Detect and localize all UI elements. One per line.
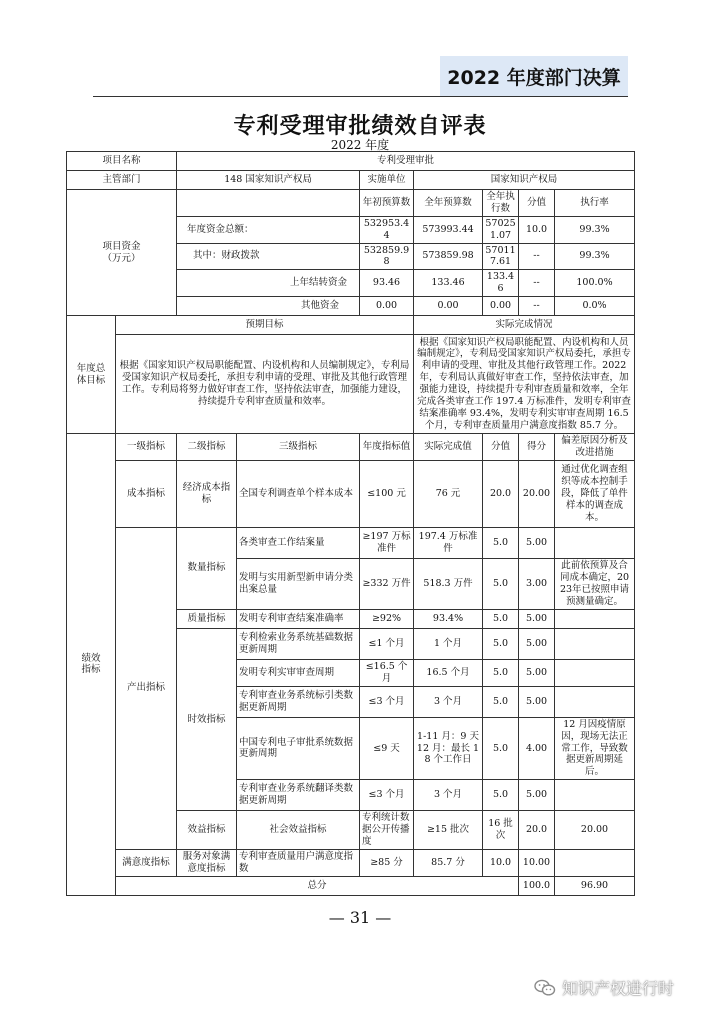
perf-head-cell: 分值	[483, 434, 519, 461]
target-cell: ≤16.5 个月	[360, 659, 414, 686]
total-label: 总分	[116, 876, 519, 895]
funds-cell: 0.00	[414, 297, 483, 316]
l1-satisfaction: 满意度指标	[116, 849, 177, 876]
l3-cell: 专利审查业务系统翻译类数据更新周期	[237, 780, 360, 811]
funds-cell: 93.46	[360, 270, 414, 297]
page-number: — 31 —	[328, 908, 392, 927]
got-cell: 5.00	[519, 659, 555, 686]
report-badge: 2022 年度部门决算	[440, 56, 628, 96]
actual-cell: 3 个月	[414, 686, 483, 717]
funds-row-label: 年度资金总额：	[177, 216, 360, 243]
funds-cell: --	[519, 297, 555, 316]
funds-cell: 532859.98	[360, 243, 414, 270]
l3-cell: 发明专利审查结案准确率	[237, 609, 360, 628]
l3-cell: 专利统计数据公开传播度	[360, 811, 414, 850]
funds-cell: 0.0%	[555, 297, 635, 316]
perf-head-cell: 得分	[519, 434, 555, 461]
actual-cell: 93.4%	[414, 609, 483, 628]
dept-value: 148 国家知识产权局	[177, 171, 360, 190]
score-cell: 5.0	[483, 780, 519, 811]
target-cell: ≥197 万标准件	[360, 527, 414, 558]
got-cell: 4.00	[519, 717, 555, 779]
funds-cell: 570117.61	[483, 243, 519, 270]
impl-label: 实施单位	[360, 171, 414, 190]
note-cell: 此前依预算及合同成本确定，2023年已按照申请预测量确定。	[555, 558, 635, 609]
funds-cell: 570251.07	[483, 216, 519, 243]
actual-cell: 76 元	[414, 460, 483, 527]
impl-value: 国家知识产权局	[414, 171, 635, 190]
l3-cell: 专利检索业务系统基础数据更新周期	[237, 628, 360, 659]
got-cell: 20.00	[519, 460, 555, 527]
funds-head-cell: 分值	[519, 190, 555, 217]
got-cell: 10.00	[519, 849, 555, 876]
target-cell: ≤3 个月	[360, 686, 414, 717]
funds-head-cell: 全年执行数	[483, 190, 519, 217]
funds-cell: 573859.98	[414, 243, 483, 270]
funds-cell: 133.46	[483, 270, 519, 297]
note-cell	[555, 659, 635, 686]
actual-cell: 16.5 个月	[414, 659, 483, 686]
goal-expected-text: 根据《国家知识产权局职能配置、内设机构和人员编制规定》，专利局受国家知识产权局委托，承担专利申请的受理、审批及其他行政管理工作。专利局将努力做好审查工作，坚持依法审查，加强能力建设，持续提升专利审查质量和效率。	[116, 335, 414, 434]
note-cell: 12 月因疫情原因，现场无法正常工作，导致数据更新周期延后。	[555, 717, 635, 779]
note-cell	[555, 686, 635, 717]
funds-row-label: 其他资金	[177, 297, 360, 316]
l2-cost: 经济成本指标	[177, 460, 237, 527]
score-cell: 5.0	[483, 628, 519, 659]
funds-head-cell: 年初预算数	[360, 190, 414, 217]
wechat-icon	[534, 979, 556, 997]
funds-label: 项目资金 （万元）	[67, 190, 177, 316]
got-cell: 5.00	[519, 527, 555, 558]
l3-cell: 专利审查业务系统标引类数据更新周期	[237, 686, 360, 717]
got-cell: 5.00	[519, 780, 555, 811]
l3-cell: 各类审查工作结案量	[237, 527, 360, 558]
total-score: 100.0	[519, 876, 555, 895]
score-cell: 5.0	[483, 527, 519, 558]
funds-row-label: 其中：财政拨款	[177, 243, 360, 270]
total-got: 96.90	[555, 876, 635, 895]
actual-cell: 1 个月	[414, 628, 483, 659]
note-cell	[555, 849, 635, 876]
got-cell: 3.00	[519, 558, 555, 609]
l3-cell: 专利审查质量用户满意度指数	[237, 849, 360, 876]
page-title: 专利受理审批绩效自评表	[233, 113, 487, 139]
dept-label: 主管部门	[67, 171, 177, 190]
got-cell: 5.00	[519, 609, 555, 628]
l1-benefit: 效益指标	[177, 811, 237, 850]
funds-blank	[177, 190, 360, 217]
funds-cell: 99.3%	[555, 243, 635, 270]
target-cell: ≤3 个月	[360, 780, 414, 811]
got-cell: 5.00	[519, 628, 555, 659]
l2-time: 时效指标	[177, 628, 237, 810]
actual-cell: 16 批次	[483, 811, 519, 850]
target-cell: ≥92%	[360, 609, 414, 628]
note-cell	[555, 527, 635, 558]
perf-label: 绩效 指标	[67, 434, 116, 896]
actual-cell: 85.7 分	[414, 849, 483, 876]
funds-head-cell: 执行率	[555, 190, 635, 217]
score-cell: 20.0	[519, 811, 555, 850]
funds-head-cell: 全年预算数	[414, 190, 483, 217]
performance-table	[66, 151, 635, 896]
got-cell: 5.00	[519, 686, 555, 717]
goal-label: 年度总 体目标	[67, 316, 116, 434]
perf-head-cell: 一级指标	[116, 434, 177, 461]
funds-cell: --	[519, 243, 555, 270]
goal-head-actual: 实际完成情况	[414, 316, 635, 335]
funds-cell: 99.3%	[555, 216, 635, 243]
target-cell: ≤9 天	[360, 717, 414, 779]
note-cell	[555, 780, 635, 811]
score-cell: 5.0	[483, 609, 519, 628]
funds-row-label: 上年结转资金	[177, 270, 360, 297]
l2-quality: 质量指标	[177, 609, 237, 628]
perf-head-cell: 二级指标	[177, 434, 237, 461]
goal-head-expected: 预期目标	[116, 316, 414, 335]
perf-head-cell: 实际完成值	[414, 434, 483, 461]
target-cell: ≥85 分	[360, 849, 414, 876]
project-name-label: 项目名称	[67, 152, 177, 171]
report-year: 2022 年度	[330, 138, 390, 152]
score-cell: 5.0	[483, 558, 519, 609]
l2-benefit: 社会效益指标	[237, 811, 360, 850]
actual-cell: 518.3 万件	[414, 558, 483, 609]
perf-head-cell: 年度指标值	[360, 434, 414, 461]
l2-quantity: 数量指标	[177, 527, 237, 609]
actual-cell: 197.4 万标准件	[414, 527, 483, 558]
perf-head-cell: 偏差原因分析及改进措施	[555, 434, 635, 461]
score-cell: 20.0	[483, 460, 519, 527]
note-cell: 通过优化调查组织等成本控制手段，降低了单件样本的调查成本。	[555, 460, 635, 527]
project-name: 专利受理审批	[177, 152, 635, 171]
l3-cell: 中国专利电子审批系统数据更新周期	[237, 717, 360, 779]
goal-actual-text: 根据《国家知识产权局职能配置、内设机构和人员编制规定》，专利局受国家知识产权局委托，承担专利申请的受理、审批及其他行政管理工作。2022年，专利局认真做好审查工作，坚持依法审查，加强能力建设，持续提升专利审查质量和效率，全年完成各类审查工作 197.4 万标准件，发明专利审查结案准确率 93.4%，发明专利实审审查周期 16.5 个月，专利审查质量用户满意度指数 85.7 分。	[414, 335, 635, 434]
target-cell: ≥332 万件	[360, 558, 414, 609]
l3-cell: 全国专利调查单个样本成本	[237, 460, 360, 527]
score-cell: 5.0	[483, 717, 519, 779]
funds-cell: 133.46	[414, 270, 483, 297]
got-cell: 20.00	[555, 811, 635, 850]
funds-cell: --	[519, 270, 555, 297]
score-cell: 5.0	[483, 659, 519, 686]
funds-cell: 0.00	[360, 297, 414, 316]
header-rule	[93, 96, 628, 97]
l1-output: 产出指标	[116, 527, 177, 849]
target-cell: ≤100 元	[360, 460, 414, 527]
l3-cell: 发明与实用新型新申请分类出案总量	[237, 558, 360, 609]
funds-cell: 10.0	[519, 216, 555, 243]
note-cell	[555, 609, 635, 628]
l1-cost: 成本指标	[116, 460, 177, 527]
target-cell: ≤1 个月	[360, 628, 414, 659]
note-cell	[555, 628, 635, 659]
perf-head-cell: 三级指标	[237, 434, 360, 461]
funds-cell: 573993.44	[414, 216, 483, 243]
funds-cell: 100.0%	[555, 270, 635, 297]
score-cell: 10.0	[483, 849, 519, 876]
funds-cell: 532953.44	[360, 216, 414, 243]
l3-cell: 发明专利实审审查周期	[237, 659, 360, 686]
watermark	[534, 976, 674, 999]
target-cell: ≥15 批次	[414, 811, 483, 850]
funds-cell: 0.00	[483, 297, 519, 316]
watermark-text: 知识产权进行时	[562, 979, 675, 998]
l2-satisfaction: 服务对象满意度指标	[177, 849, 237, 876]
actual-cell: 3 个月	[414, 780, 483, 811]
score-cell: 5.0	[483, 686, 519, 717]
actual-cell: 1-11 月：9 天 12 月：最长 18 个工作日	[414, 717, 483, 779]
